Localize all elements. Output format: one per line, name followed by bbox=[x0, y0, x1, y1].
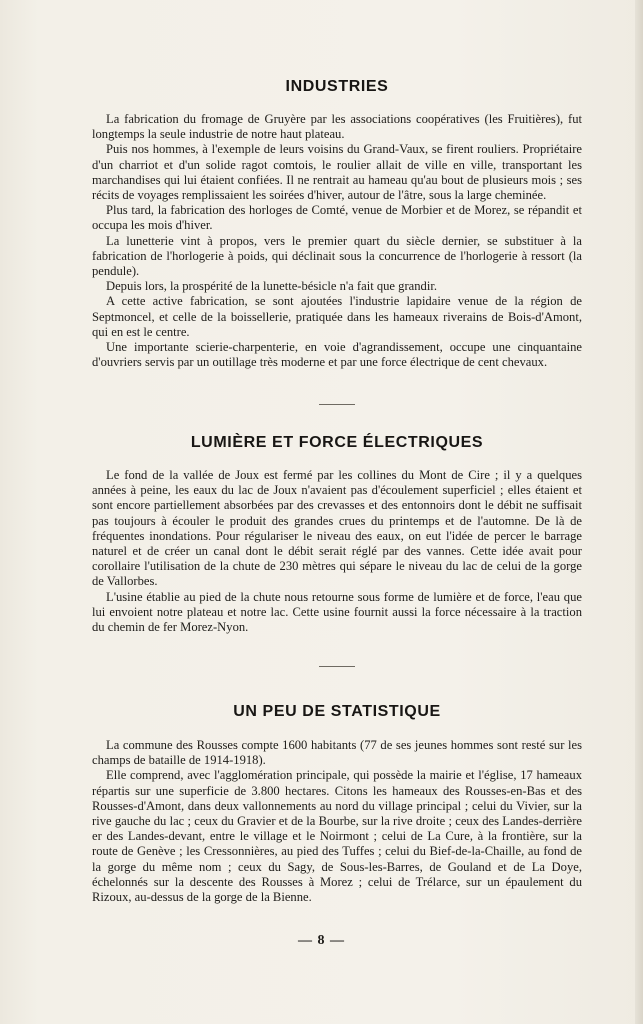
paragraph: Le fond de la vallée de Joux est fermé par les collines du Mont de Cire ; il y a quelques années à peine, les eaux du lac de Joux n'avaient pas d'écoulement superficiel ; elles étaient et sont encore partiellement absorbées par des crevasses et des entonnoirs dont le débit ne suffisait pas toujours à écouler le produit des grandes crues du printemps et de l'automne. De là de fréquentes inondations. Pour régulariser le niveau des eaux, on eut l'idée de percer le barrage naturel et de créer un canal dont le débit serait réglé par des vannes. Cette idée avait pour corollaire l'utilisation de la chute de 230 mètres qui sépare le niveau du lac de celui de la gorge de Vallorbes. bbox=[92, 468, 582, 589]
paragraph: La fabrication du fromage de Gruyère par les associations coopératives (les Fruitières), fut longtemps la seule industrie de notre haut plateau. bbox=[92, 112, 582, 142]
paragraph: La lunetterie vint à propos, vers le premier quart du siècle dernier, se substituer à la fabrication de l'horlogerie à poids, qui déclinait sous la concurrence de l'horlogerie à ressort (la pendule). bbox=[92, 233, 582, 279]
paragraph: La commune des Rousses compte 1600 habitants (77 de ses jeunes hommes sont resté sur les champs de bataille de 1914-1918). bbox=[92, 738, 582, 768]
section-divider bbox=[319, 404, 355, 405]
section-title-statistique: UN PEU DE STATISTIQUE bbox=[233, 703, 441, 720]
paragraph: Depuis lors, la prospérité de la lunette-bésicle n'a fait que grandir. bbox=[106, 279, 437, 294]
page-number: — 8 — bbox=[298, 933, 345, 948]
paragraph: A cette active fabrication, se sont ajoutées l'industrie lapidaire venue de la région de Septmoncel, et celle de la boissellerie, pratiquée dans les hameaux riverains de Bois-d'Amont, qui en est le centre. bbox=[92, 294, 582, 339]
section-title-industries: INDUSTRIES bbox=[285, 78, 389, 95]
paragraph: Puis nos hommes, à l'exemple de leurs voisins du Grand-Vaux, se firent rouliers. Propriétaire d'un charriot et d'un solide ragot comtois, le roulier allait de ville en ville, transportant les marchandises qui lui étaient confiées. Il ne rentrait au hameau qu'au bout de plusieurs mois ; ses récits de voyages remplissaient les soirées d'hiver, autour de l'âtre, sous la large cheminée. bbox=[92, 142, 582, 203]
section-title-lumiere: LUMIÈRE ET FORCE ÉLECTRIQUES bbox=[190, 434, 484, 451]
paragraph: Une importante scierie-charpenterie, en voie d'agrandissement, occupe une cinquantaine d'ouvriers servis par un outillage très moderne et par une force électrique de cent chevaux. bbox=[92, 340, 582, 370]
paragraph: Plus tard, la fabrication des horloges de Comté, venue de Morbier et de Morez, se répandit et occupa les mois d'hiver. bbox=[92, 203, 582, 233]
section-body-lumiere bbox=[92, 468, 582, 635]
page-edge bbox=[635, 0, 643, 1024]
section-divider bbox=[319, 666, 355, 667]
paragraph: L'usine établie au pied de la chute nous retourne sous forme de lumière et de force, l'eau que lui envoient notre plateau et notre lac. Cette usine fournit aussi la force nécessaire à la traction du chemin de fer Morez-Nyon. bbox=[92, 589, 582, 635]
paragraph: Elle comprend, avec l'agglomération principale, qui possède la mairie et l'église, 17 hameaux répartis sur une superficie de 3.800 hectares. Citons les hameaux des Rousses-en-Bas et des Rousses-d'Amont, dans deux vallonnements au nord du village principal ; celui du Vivier, sur la rive gauche du lac ; ceux du Gravier et de la Bourbe, sur la rive droite ; ceux des Landes-derrière er des Landes-devant, entre le village et le Noirmont ; celui de La Cure, à la frontière, sur la route de Genève ; les Cressonnières, au pied des Tuffes ; celui du Bief-de-la-Chaille, au fond de la gorge du même nom ; ceux du Sagy, de Sous-les-Barres, de Gouland et de La Doye, échelonnés sur la descente des Rousses à Morez ; celui de Trélarce, sur un épaulement du Rizoux, au-dessus de la gorge de la Bienne. bbox=[92, 768, 582, 905]
section-body-statistique bbox=[92, 738, 582, 905]
section-body-industries bbox=[92, 112, 582, 370]
